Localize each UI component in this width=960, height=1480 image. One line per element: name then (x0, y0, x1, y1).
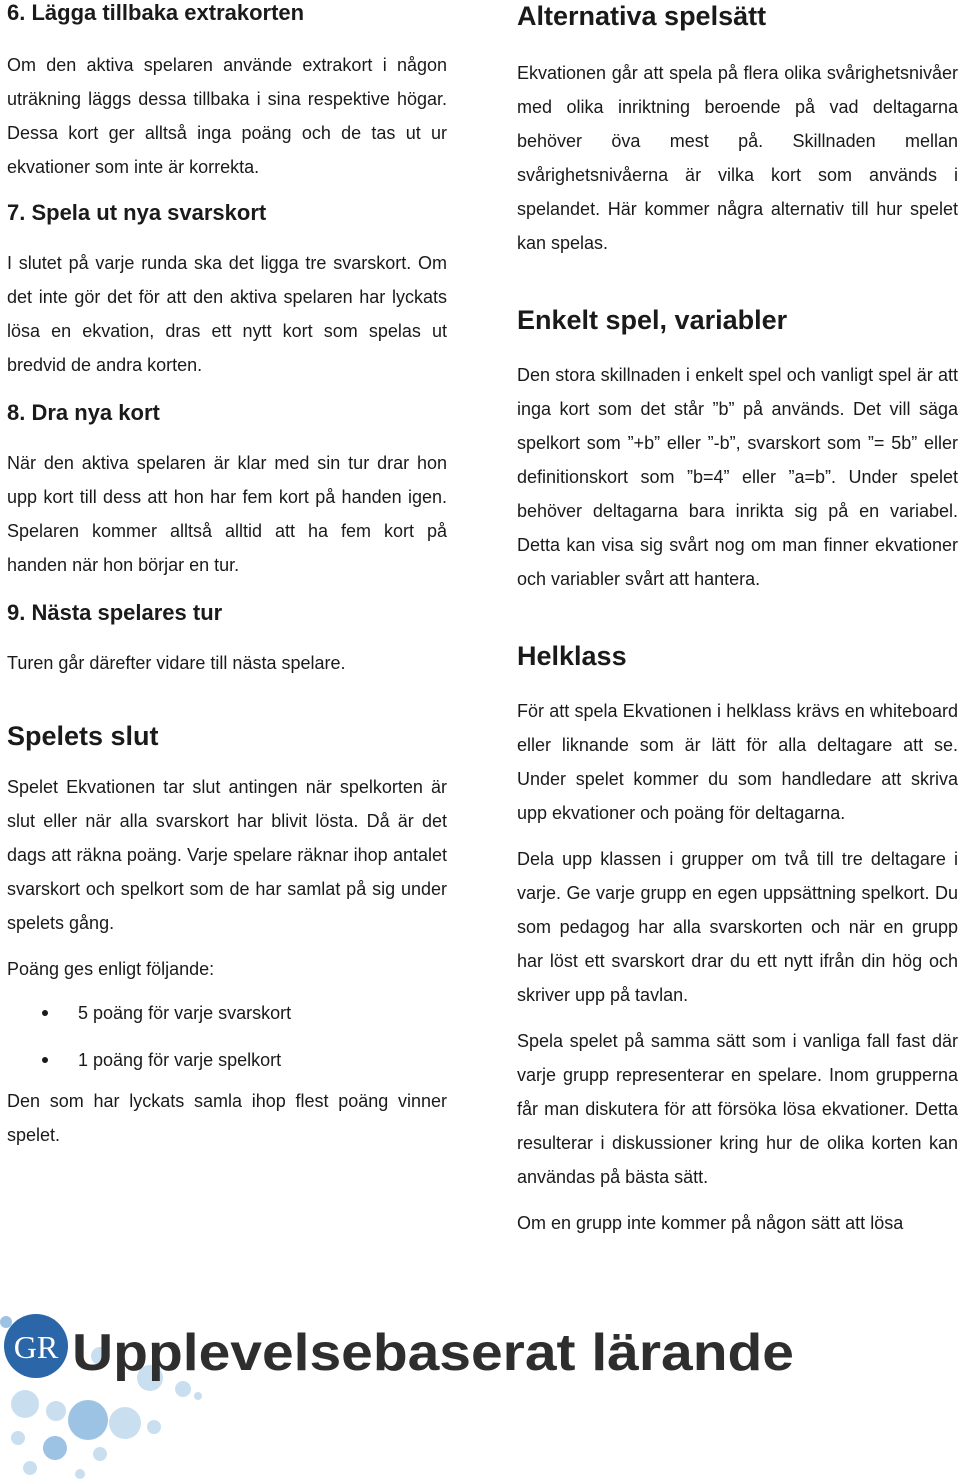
logo-dot (11, 1431, 25, 1445)
right-column (517, 0, 958, 1240)
list-item-label: 5 poäng för varje svarskort (78, 1003, 292, 1023)
whole-class-paragraph-2: Dela upp klassen i grupper om två till tre deltagare i varje. Ge varje grupp en egen uppsättning spelkort. Du som pedagog har alla svarskorten och när en grupp har löst ett svarskort drar du ett nytt ifrån din hög och skriver upp på tavlan. (517, 849, 958, 1005)
logo-initials: GR (13, 1329, 59, 1365)
alternatives-heading: Alternativa spelsätt (517, 1, 767, 31)
logo-dot (194, 1392, 202, 1400)
list-item (7, 990, 447, 1037)
logo-dot (68, 1400, 108, 1440)
section-6-heading: 6. Lägga tillbaka extrakorten (7, 0, 305, 25)
section-9-text: Turen går därefter vidare till nästa spelare. (7, 653, 346, 673)
logo-dot (75, 1469, 85, 1479)
section-7-heading: 7. Spela ut nya svarskort (7, 200, 267, 225)
footer-logo (0, 1308, 960, 1480)
logo-dot (175, 1381, 191, 1397)
section-8-heading: 8. Dra nya kort (7, 400, 160, 425)
whole-class-paragraph-3: Spela spelet på samma sätt som i vanliga fall fast där varje grupp representerar en spelare. Inom grupperna får man diskutera för att försöka lösa ekvationer. Detta resulterar i diskussioner kring hur de olika korten kan användas på bästa sätt. (517, 1031, 958, 1187)
list-item (7, 1037, 447, 1084)
winner-text: Den som har lyckats samla ihop flest poäng vinner spelet. (7, 1091, 447, 1145)
logo-dot (147, 1420, 161, 1434)
left-column (7, 0, 447, 1152)
section-6-text: Om den aktiva spelaren använde extrakort i någon uträkning läggs dessa tillbaka i sina respektive högar. Dessa kort ger alltså inga poäng och de tas ut ur ekvationer som inte är korrekta. (7, 55, 447, 177)
bullet-icon (42, 1010, 48, 1016)
alternatives-text: Ekvationen går att spela på flera olika svårighetsnivåer med olika inriktning beroende på vad deltagarna behöver öva mest på. Skillnaden mellan svårighetsnivåerna är vilka kort som används i spelandet. Här kommer några alternativ till hur spelet kan spelas. (517, 63, 958, 253)
bullet-icon (42, 1057, 48, 1063)
logo-wordmark: Upplevelsebaserat lärande (72, 1324, 794, 1382)
points-intro-text: Poäng ges enligt följande: (7, 959, 215, 979)
game-end-text: Spelet Ekvationen tar slut antingen när spelkorten är slut eller när alla svarskort har blivit lösta. Då är det dags att räkna poäng. Varje spelare räknar ihop antalet svarskort och spelkort som de har samlat på sig under spelets gång. (7, 777, 447, 933)
section-9-heading: 9. Nästa spelares tur (7, 600, 223, 625)
logo-dot (0, 1316, 12, 1328)
logo-dot (46, 1401, 66, 1421)
whole-class-paragraph-1: För att spela Ekvationen i helklass krävs en whiteboard eller liknande som är lätt för alla deltagare att se. Under spelet kommer du som handledare att skriva upp ekvationer och poäng för deltagarna. (517, 701, 958, 823)
game-end-heading: Spelets slut (7, 721, 159, 751)
logo-graphic (0, 1308, 960, 1480)
section-7-text: I slutet på varje runda ska det ligga tre svarskort. Om det inte gör det för att den aktiva spelaren har lyckats lösa en ekvation, dras ett nytt kort som spelas ut bredvid de andra korten. (7, 253, 447, 375)
simple-game-text: Den stora skillnaden i enkelt spel och vanligt spel är att inga kort som det står ”b” på används. Det vill säga spelkort som ”+b” eller ”-b”, svarskort som ”= 5b” eller definitionskort som ”b=4” eller ”a=b”. Under spelet behöver deltagarna bara inrikta sig på en variabel. Detta kan visa sig svårt nog om man finner ekvationer och variabler svårt att hantera. (517, 365, 958, 589)
logo-dot (43, 1436, 67, 1460)
whole-class-heading: Helklass (517, 641, 627, 671)
logo-dot (23, 1461, 37, 1475)
logo-dot (11, 1390, 39, 1418)
whole-class-paragraph-4: Om en grupp inte kommer på någon sätt att lösa (517, 1213, 904, 1233)
points-list (7, 990, 447, 1084)
simple-game-heading: Enkelt spel, variabler (517, 305, 788, 335)
list-item-label: 1 poäng för varje spelkort (78, 1050, 282, 1070)
logo-dot (109, 1407, 141, 1439)
section-8-text: När den aktiva spelaren är klar med sin tur drar hon upp kort till dess att hon har fem kort på handen igen. Spelaren kommer alltså alltid att ha fem kort på handen när hon börjar en tur. (7, 453, 447, 575)
logo-dot (93, 1447, 107, 1461)
